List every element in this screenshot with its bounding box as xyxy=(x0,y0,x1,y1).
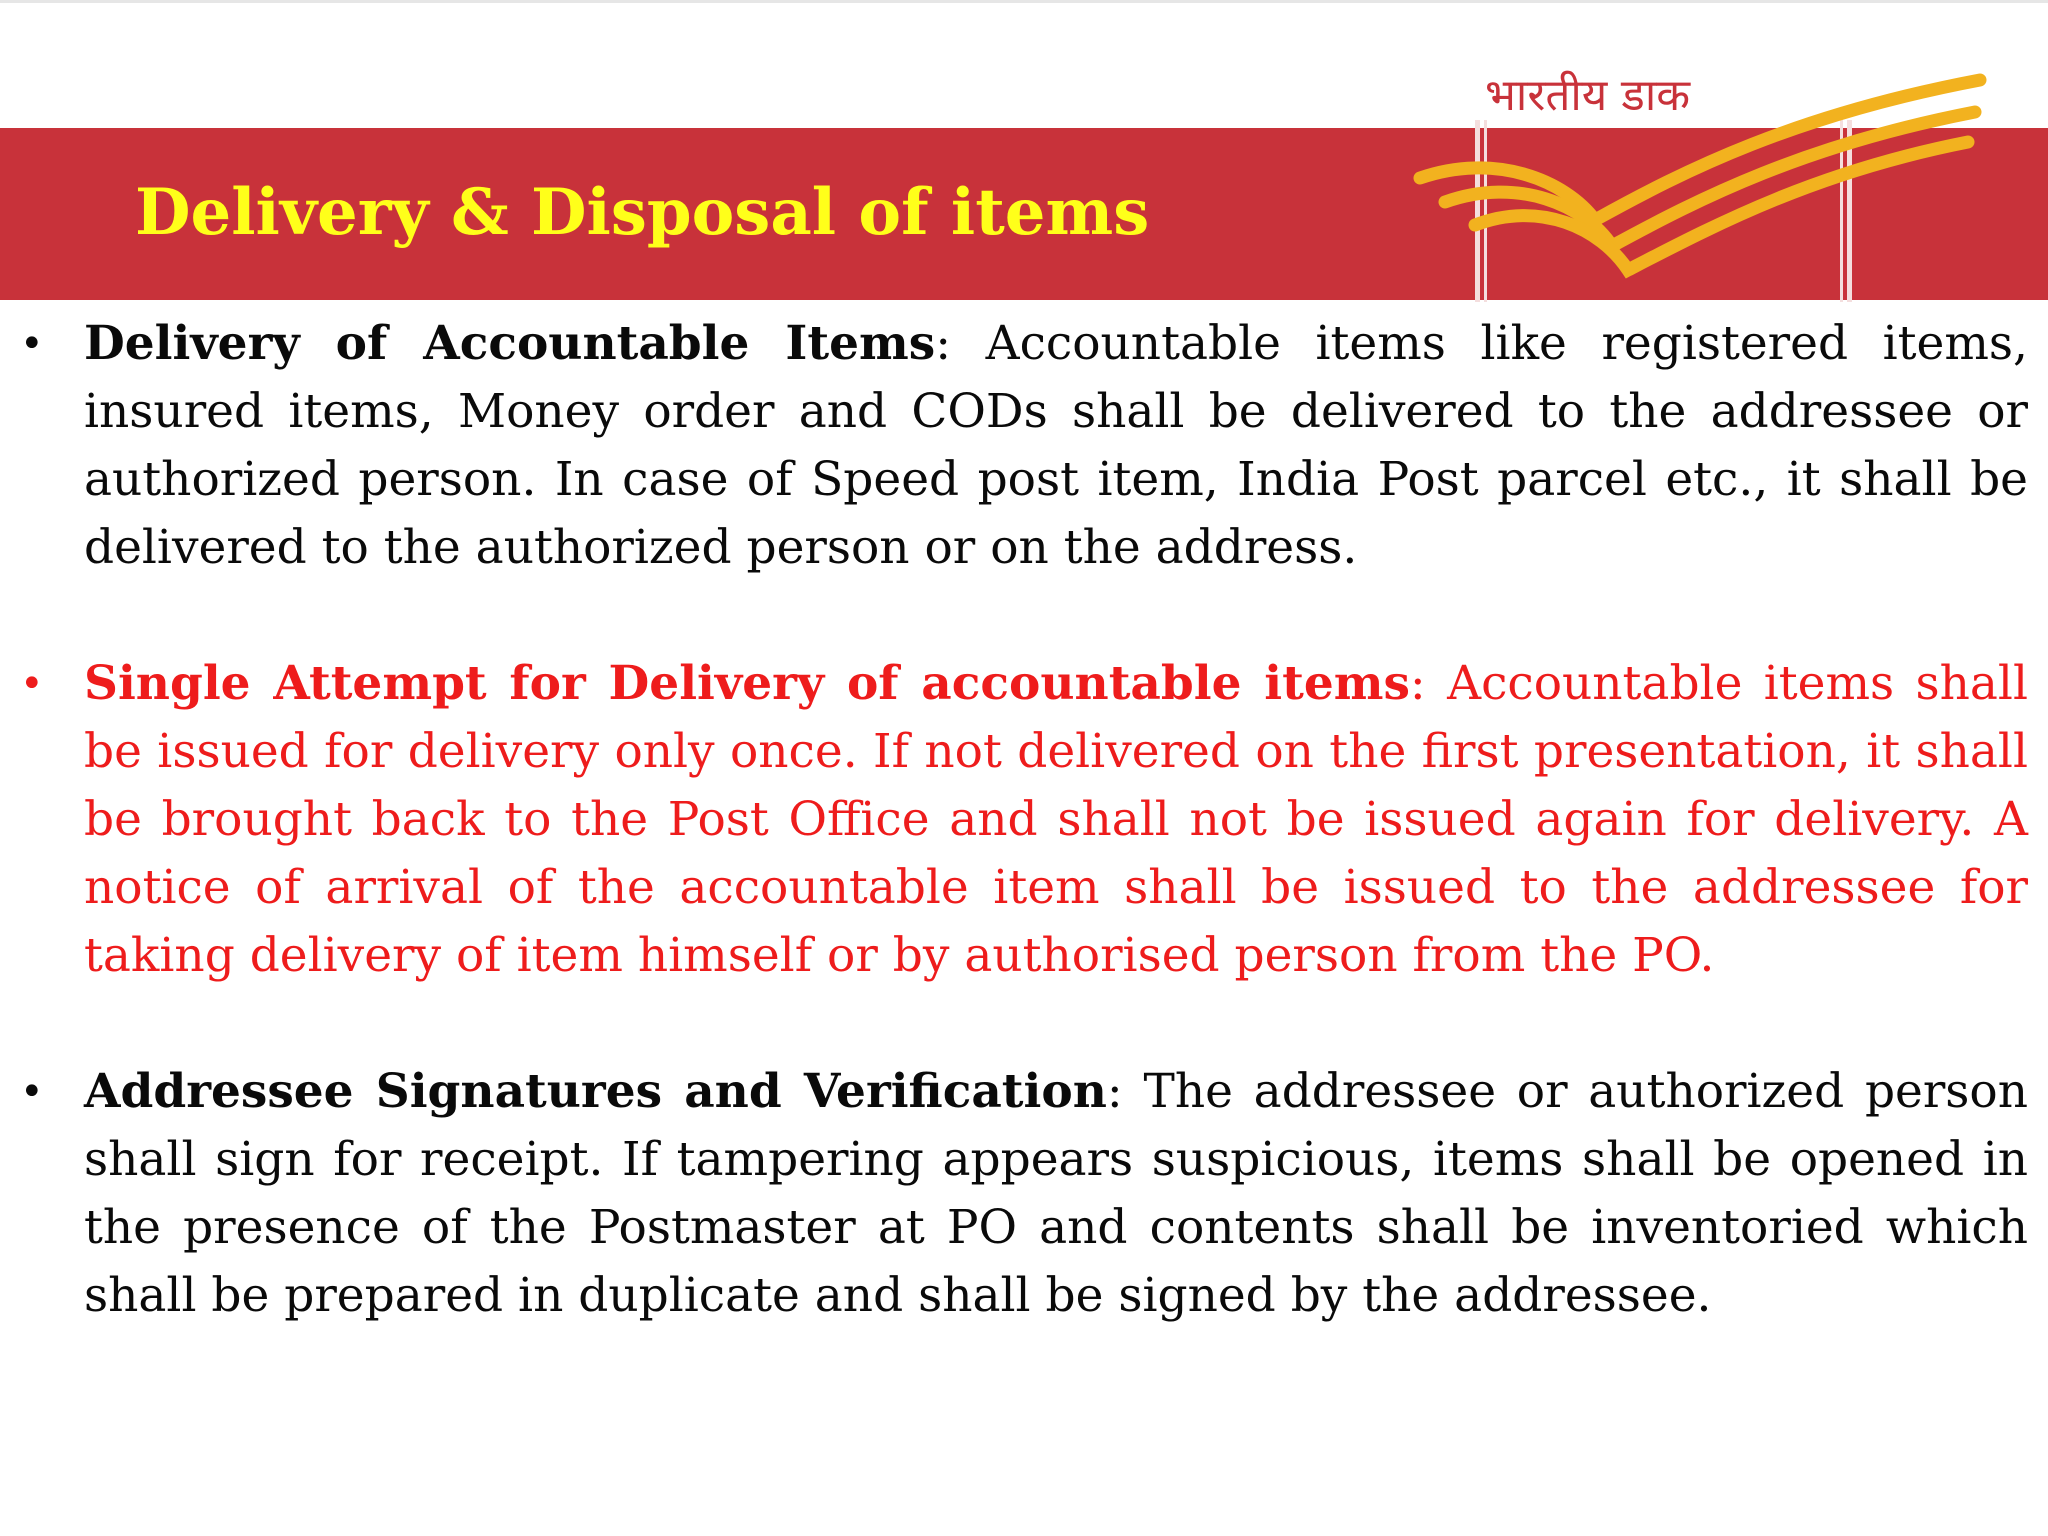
logo-wordmark: भारतीय डाक xyxy=(1485,70,1691,121)
bullet-dot-icon: • xyxy=(20,661,44,707)
bullet-dot-icon: • xyxy=(20,321,44,367)
bullet-dot-icon: • xyxy=(20,1069,44,1115)
bullet-single-attempt-delivery xyxy=(18,650,2028,990)
bullet-heading: Delivery of Accountable Items xyxy=(84,316,936,371)
india-post-logo xyxy=(1400,60,2000,302)
bullet-heading: Single Attempt for Delivery of accountable items xyxy=(84,656,1410,711)
bullet-text: Accountable items like registered items, insured items, Money order and CODs shall be delivered to the addressee or authorized person. In case of Speed post item, India Post parcel etc., it shall be delivered to the authorized person or on the address. xyxy=(84,316,2028,575)
bullet-addressee-signatures xyxy=(18,1058,2028,1330)
bullet-delivery-accountable-items xyxy=(18,310,2028,582)
india-post-logo-icon xyxy=(1400,60,2000,302)
slide-title: Delivery & Disposal of items xyxy=(135,175,1150,250)
bullet-text: Accountable items shall be issued for delivery only once. If not delivered on the first presentation, it shall be brought back to the Post Office and shall not be issued again for delivery. A notice of arrival of the accountable item shall be issued to the addressee for taking delivery of item himself or by authorised person from the PO. xyxy=(84,656,2028,983)
bullet-heading: Addressee Signatures and Verification xyxy=(84,1064,1107,1119)
bullet-separator: : xyxy=(1409,656,1426,711)
bullet-separator: : xyxy=(1106,1064,1123,1119)
top-divider xyxy=(0,0,2048,3)
content-area xyxy=(18,310,2028,1398)
bullet-text: The addressee or authorized person shall sign for receipt. If tampering appears suspicious, items shall be opened in the presence of the Postmaster at PO and contents shall be inventoried which shall be prepared in duplicate and shall be signed by the addressee. xyxy=(84,1064,2028,1323)
bullet-separator: : xyxy=(935,316,952,371)
